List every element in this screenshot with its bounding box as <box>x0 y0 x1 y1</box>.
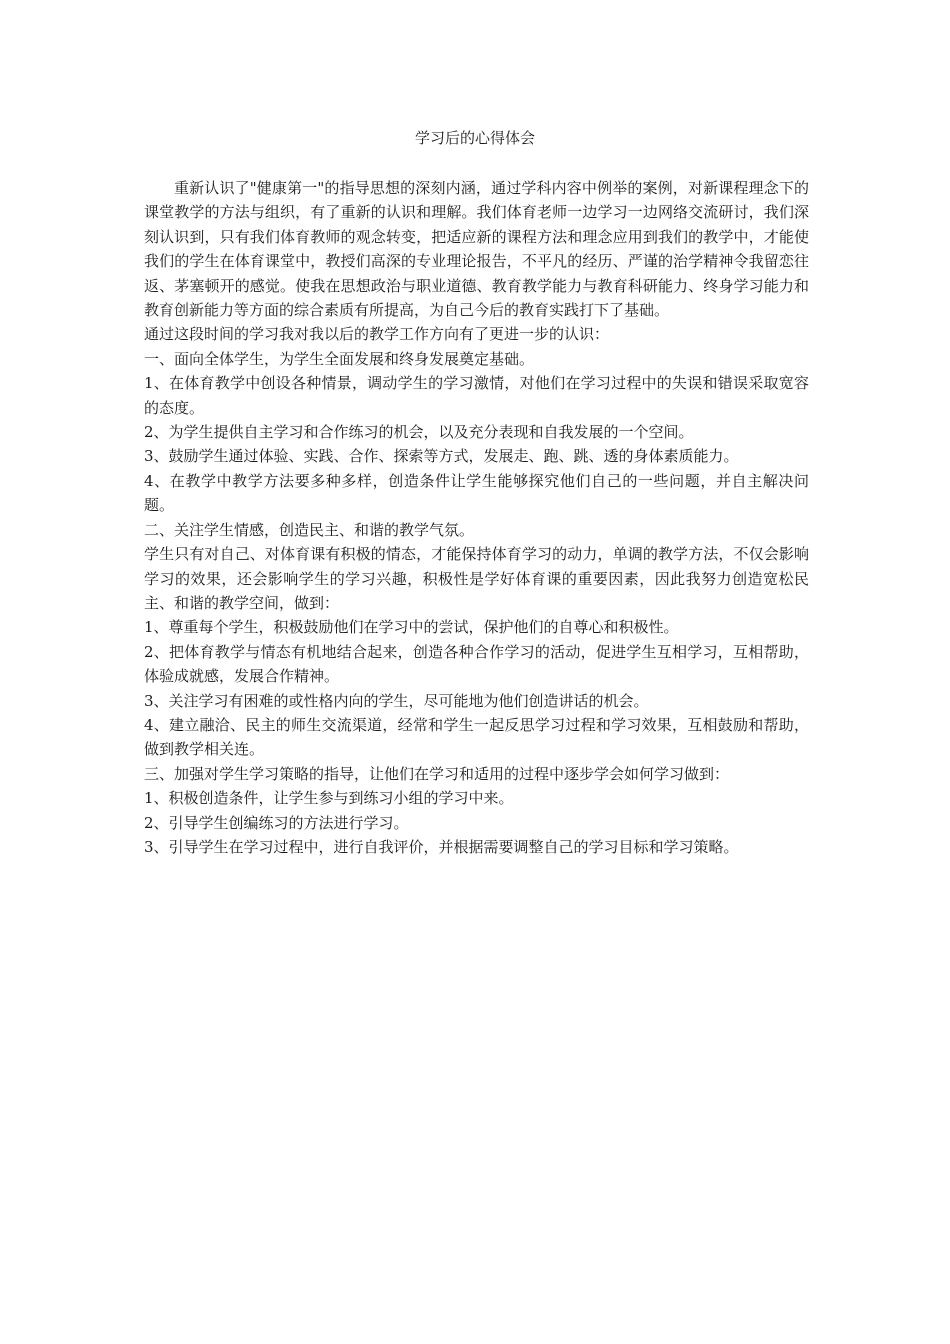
list-item: 1、在体育教学中创设各种情景，调动学生的学习激情，对他们在学习过程中的失误和错误采取宽容的态度。 <box>144 374 809 417</box>
list-item: 4、在教学中教学方法要多种多样，创造条件让学生能够探究他们自己的一些问题，并自主解决问题。 <box>144 471 809 515</box>
list-item: 1、积极创造条件，让学生参与到练习小组的学习中来。 <box>144 789 514 808</box>
list-item: 2、把体育教学与情态有机地结合起来，创造各种合作学习的活动，促进学生互相学习，互相帮助，体验成就感，发展合作精神。 <box>144 642 809 686</box>
body-paragraph: 学生只有对自己、对体育课有积极的情态，才能保持体育学习的动力，单调的教学方法，不仅会影响学习的效果，还会影响学生的学习兴趣，积极性是学好体育课的重要因素，因此我努力创造宽松民主、和谐的教学空间，做到： <box>144 545 809 612</box>
list-item: 1、尊重每个学生，积极鼓励他们在学习中的尝试，保护他们的自尊心和积极性。 <box>144 618 679 637</box>
list-item: 3、引导学生在学习过程中，进行自我评价，并根据需要调整自己的学习目标和学习策略。 <box>144 837 739 856</box>
list-item: 3、鼓励学生通过体验、实践、合作、探索等方式，发展走、跑、跳、透的身体素质能力。 <box>144 447 739 466</box>
list-item: 3、关注学习有困难的或性格内向的学生，尽可能地为他们创造讲话的机会。 <box>144 691 649 710</box>
intro-paragraph: 重新认识了"健康第一"的指导思想的深刻内涵，通过学科内容中例举的案例，对新课程理念下的课堂教学的方法与组织，有了重新的认识和理解。我们体育老师一边学习一边网络交流研讨，我们深刻认识到，只有我们体育教师的观念转变，把适应新的课程方法和理念应用到我们的教学中，才能使我们的学生在体育课堂中，教授们高深的专业理论报告，不平凡的经历、严谨的治学精神令我留恋往返、茅塞顿开的感觉。使我在思想政治与职业道德、教育教学能力与教育科研能力、终身学习能力和教育创新能力等方面的综合素质有所提高，为自己今后的教育实践打下了基础。 <box>144 179 809 320</box>
list-item: 2、为学生提供自主学习和合作练习的机会，以及充分表现和自我发展的一个空间。 <box>144 423 694 442</box>
document-title: 学习后的心得体会 <box>414 129 535 147</box>
list-item: 2、引导学生创编练习的方法进行学习。 <box>144 813 409 832</box>
section-heading-2: 二、关注学生情感，创造民主、和谐的教学气氛。 <box>144 520 475 539</box>
document-body <box>144 176 809 859</box>
list-item: 4、建立融洽、民主的师生交流渠道，经常和学生一起反思学习过程和学习效果，互相鼓励和帮助，做到教学相关连。 <box>144 715 809 759</box>
section-heading-3: 三、加强对学生学习策略的指导，让他们在学习和适用的过程中逐步学会如何学习做到： <box>144 764 730 783</box>
summary-paragraph: 通过这段时间的学习我对我以后的教学工作方向有了更进一步的认识： <box>144 325 610 344</box>
section-heading-1: 一、面向全体学生，为学生全面发展和终身发展奠定基础。 <box>144 349 535 368</box>
